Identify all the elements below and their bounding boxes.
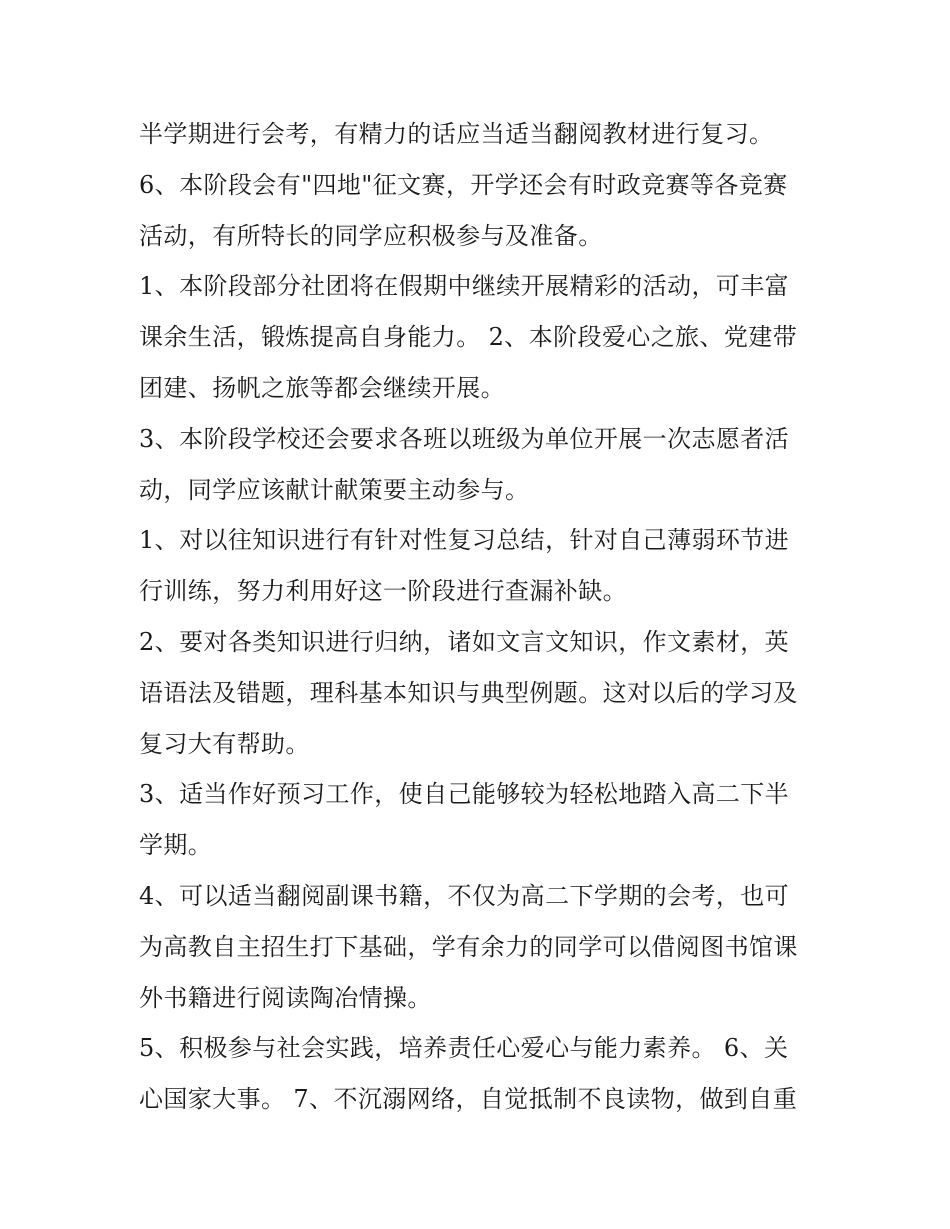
document-body: [139, 109, 829, 1125]
text-line: 外书籍进行阅读陶冶情操。: [139, 983, 432, 1012]
text-line: 课余生活，锻炼提高自身能力。 2、本阶段爱心之旅、党建带: [139, 323, 798, 352]
text-line: 行训练，努力利用好这一阶段进行查漏补缺。: [139, 577, 627, 606]
text-line: 5、积极参与社会实践，培养责任心爱心与能力素养。 6、关: [139, 1034, 789, 1063]
text-line: 3、本阶段学校还会要求各班以班级为单位开展一次志愿者活: [139, 424, 790, 453]
text-line: 活动，有所特长的同学应积极参与及准备。: [139, 221, 603, 250]
text-line: 语语法及错题，理科基本知识与典型例题。这对以后的学习及: [139, 678, 798, 707]
text-line: 复习大有帮助。: [139, 729, 310, 758]
text-line: 3、适当作好预习工作，使自己能够较为轻松地踏入高二下半: [139, 780, 790, 809]
text-line: 1、本阶段部分社团将在假期中继续开展精彩的活动，可丰富: [139, 272, 790, 301]
text-line: 动，同学应该献计献策要主动参与。: [139, 475, 530, 504]
text-line: 半学期进行会考，有精力的话应当适当翻阅教材进行复习。: [139, 120, 774, 148]
text-line: 2、要对各类知识进行归纳，诸如文言文知识，作文素材，英: [139, 627, 790, 656]
text-line: 1、对以往知识进行有针对性复习总结，针对自己薄弱环节进: [139, 526, 790, 555]
text-line: 学期。: [139, 831, 213, 860]
text-line: 团建、扬帆之旅等都会继续开展。: [139, 373, 505, 402]
text-line: 心国家大事。 7、不沉溺网络，自觉抵制不良读物，做到自重: [139, 1085, 798, 1114]
text-line: 为高教自主招生打下基础，学有余力的同学可以借阅图书馆课: [139, 932, 798, 961]
text-line: 4、可以适当翻阅副课书籍，不仅为高二下学期的会考，也可: [139, 881, 790, 910]
text-line: 6、本阶段会有"四地"征文赛，开学还会有时政竞赛等各竞赛: [139, 170, 788, 199]
